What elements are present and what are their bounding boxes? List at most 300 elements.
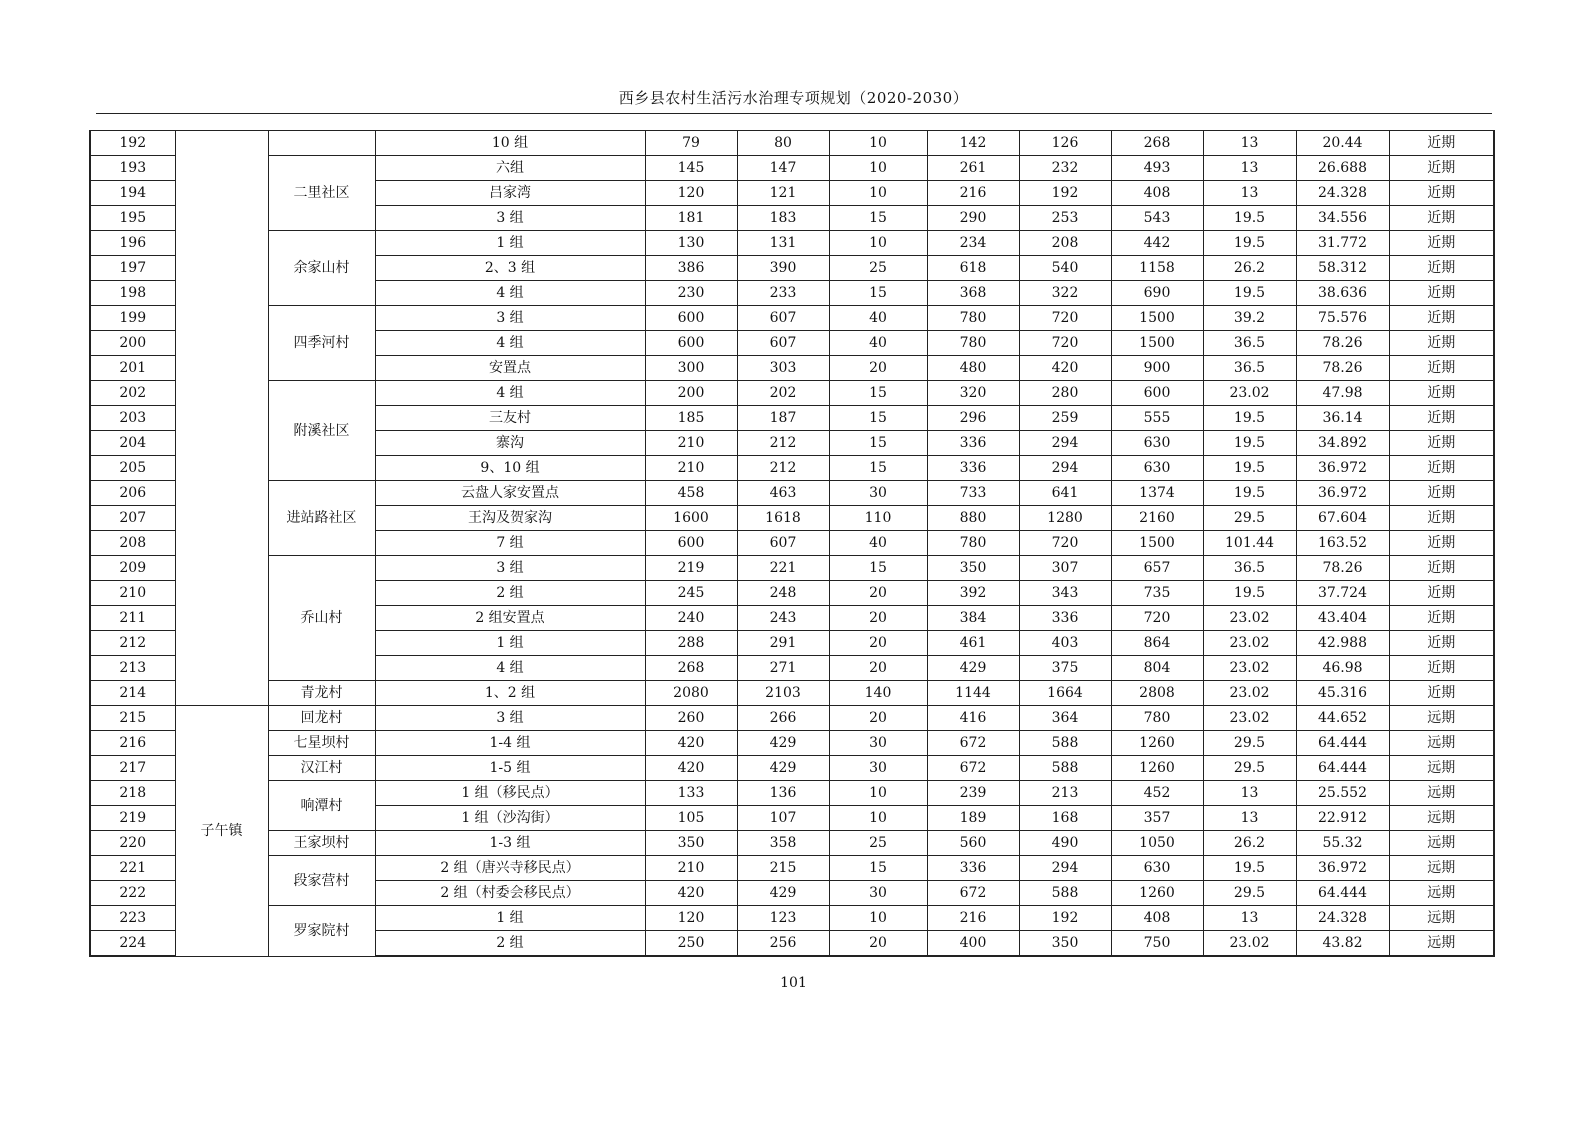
value-cell: 290 xyxy=(927,206,1019,231)
value-cell: 192 xyxy=(1019,181,1111,206)
value-cell: 735 xyxy=(1111,581,1203,606)
value-cell: 780 xyxy=(927,531,1019,556)
value-cell: 261 xyxy=(927,156,1019,181)
period-cell: 远期 xyxy=(1389,731,1494,756)
value-cell: 420 xyxy=(1019,356,1111,381)
table-row xyxy=(90,231,1494,256)
period-cell: 远期 xyxy=(1389,831,1494,856)
value-cell: 210 xyxy=(645,856,737,881)
value-cell: 20 xyxy=(829,581,927,606)
row-index-cell: 221 xyxy=(90,856,175,881)
value-cell: 490 xyxy=(1019,831,1111,856)
value-cell: 15 xyxy=(829,856,927,881)
value-cell: 10 xyxy=(829,131,927,156)
value-cell: 19.5 xyxy=(1203,406,1296,431)
value-cell: 1664 xyxy=(1019,681,1111,706)
value-cell: 864 xyxy=(1111,631,1203,656)
value-cell: 266 xyxy=(737,706,829,731)
value-cell: 168 xyxy=(1019,806,1111,831)
value-cell: 429 xyxy=(737,756,829,781)
value-cell: 75.576 xyxy=(1296,306,1389,331)
value-cell: 43.82 xyxy=(1296,931,1389,957)
value-cell: 105 xyxy=(645,806,737,831)
value-cell: 429 xyxy=(737,731,829,756)
value-cell: 461 xyxy=(927,631,1019,656)
value-cell: 588 xyxy=(1019,881,1111,906)
value-cell: 23.02 xyxy=(1203,656,1296,681)
value-cell: 24.328 xyxy=(1296,906,1389,931)
table-row xyxy=(90,731,1494,756)
value-cell: 1158 xyxy=(1111,256,1203,281)
value-cell: 458 xyxy=(645,481,737,506)
period-cell: 近期 xyxy=(1389,131,1494,156)
value-cell: 493 xyxy=(1111,156,1203,181)
row-index-cell: 223 xyxy=(90,906,175,931)
group-cell: 4 组 xyxy=(375,381,645,406)
header-rule xyxy=(96,113,1492,114)
value-cell: 20 xyxy=(829,706,927,731)
village-cell: 四季河村 xyxy=(268,306,375,381)
value-cell: 145 xyxy=(645,156,737,181)
period-cell: 近期 xyxy=(1389,381,1494,406)
value-cell: 19.5 xyxy=(1203,481,1296,506)
value-cell: 78.26 xyxy=(1296,331,1389,356)
period-cell: 近期 xyxy=(1389,256,1494,281)
row-index-cell: 193 xyxy=(90,156,175,181)
value-cell: 1144 xyxy=(927,681,1019,706)
group-cell: 9、10 组 xyxy=(375,456,645,481)
value-cell: 213 xyxy=(1019,781,1111,806)
value-cell: 189 xyxy=(927,806,1019,831)
value-cell: 126 xyxy=(1019,131,1111,156)
value-cell: 900 xyxy=(1111,356,1203,381)
village-cell: 汉江村 xyxy=(268,756,375,781)
value-cell: 303 xyxy=(737,356,829,381)
value-cell: 45.316 xyxy=(1296,681,1389,706)
town-cell: 子午镇 xyxy=(175,706,268,957)
group-cell: 4 组 xyxy=(375,331,645,356)
value-cell: 240 xyxy=(645,606,737,631)
row-index-cell: 203 xyxy=(90,406,175,431)
value-cell: 36.14 xyxy=(1296,406,1389,431)
row-index-cell: 199 xyxy=(90,306,175,331)
value-cell: 420 xyxy=(645,881,737,906)
value-cell: 336 xyxy=(1019,606,1111,631)
value-cell: 1280 xyxy=(1019,506,1111,531)
value-cell: 600 xyxy=(1111,381,1203,406)
value-cell: 1500 xyxy=(1111,331,1203,356)
value-cell: 320 xyxy=(927,381,1019,406)
value-cell: 375 xyxy=(1019,656,1111,681)
value-cell: 20 xyxy=(829,656,927,681)
value-cell: 107 xyxy=(737,806,829,831)
value-cell: 256 xyxy=(737,931,829,957)
row-index-cell: 198 xyxy=(90,281,175,306)
value-cell: 29.5 xyxy=(1203,756,1296,781)
table-row xyxy=(90,856,1494,881)
value-cell: 40 xyxy=(829,531,927,556)
value-cell: 23.02 xyxy=(1203,931,1296,957)
value-cell: 13 xyxy=(1203,806,1296,831)
group-cell: 2 组安置点 xyxy=(375,606,645,631)
value-cell: 20 xyxy=(829,606,927,631)
group-cell: 1-5 组 xyxy=(375,756,645,781)
table-row xyxy=(90,556,1494,581)
value-cell: 19.5 xyxy=(1203,456,1296,481)
value-cell: 733 xyxy=(927,481,1019,506)
row-index-cell: 211 xyxy=(90,606,175,631)
value-cell: 55.32 xyxy=(1296,831,1389,856)
table-row xyxy=(90,781,1494,806)
value-cell: 243 xyxy=(737,606,829,631)
value-cell: 1618 xyxy=(737,506,829,531)
value-cell: 420 xyxy=(645,756,737,781)
value-cell: 26.2 xyxy=(1203,256,1296,281)
period-cell: 近期 xyxy=(1389,356,1494,381)
value-cell: 80 xyxy=(737,131,829,156)
row-index-cell: 195 xyxy=(90,206,175,231)
village-cell: 段家营村 xyxy=(268,856,375,906)
value-cell: 202 xyxy=(737,381,829,406)
value-cell: 357 xyxy=(1111,806,1203,831)
value-cell: 233 xyxy=(737,281,829,306)
value-cell: 408 xyxy=(1111,906,1203,931)
row-index-cell: 212 xyxy=(90,631,175,656)
value-cell: 350 xyxy=(1019,931,1111,957)
row-index-cell: 201 xyxy=(90,356,175,381)
value-cell: 607 xyxy=(737,306,829,331)
group-cell: 1 组（移民点） xyxy=(375,781,645,806)
village-cell: 响潭村 xyxy=(268,781,375,831)
value-cell: 1260 xyxy=(1111,881,1203,906)
value-cell: 780 xyxy=(927,306,1019,331)
village-cell: 附溪社区 xyxy=(268,381,375,481)
value-cell: 36.972 xyxy=(1296,856,1389,881)
value-cell: 607 xyxy=(737,331,829,356)
value-cell: 163.52 xyxy=(1296,531,1389,556)
value-cell: 64.444 xyxy=(1296,881,1389,906)
row-index-cell: 219 xyxy=(90,806,175,831)
value-cell: 29.5 xyxy=(1203,731,1296,756)
value-cell: 672 xyxy=(927,731,1019,756)
row-index-cell: 204 xyxy=(90,431,175,456)
value-cell: 294 xyxy=(1019,456,1111,481)
group-cell: 1 组 xyxy=(375,906,645,931)
value-cell: 245 xyxy=(645,581,737,606)
value-cell: 20 xyxy=(829,631,927,656)
group-cell: 3 组 xyxy=(375,206,645,231)
village-cell: 回龙村 xyxy=(268,706,375,731)
value-cell: 19.5 xyxy=(1203,281,1296,306)
value-cell: 110 xyxy=(829,506,927,531)
value-cell: 2160 xyxy=(1111,506,1203,531)
value-cell: 880 xyxy=(927,506,1019,531)
value-cell: 30 xyxy=(829,731,927,756)
value-cell: 2103 xyxy=(737,681,829,706)
group-cell: 4 组 xyxy=(375,656,645,681)
value-cell: 140 xyxy=(829,681,927,706)
value-cell: 336 xyxy=(927,456,1019,481)
period-cell: 近期 xyxy=(1389,281,1494,306)
value-cell: 215 xyxy=(737,856,829,881)
value-cell: 78.26 xyxy=(1296,356,1389,381)
value-cell: 30 xyxy=(829,881,927,906)
value-cell: 804 xyxy=(1111,656,1203,681)
value-cell: 34.892 xyxy=(1296,431,1389,456)
value-cell: 384 xyxy=(927,606,1019,631)
value-cell: 67.604 xyxy=(1296,506,1389,531)
value-cell: 64.444 xyxy=(1296,756,1389,781)
value-cell: 368 xyxy=(927,281,1019,306)
value-cell: 10 xyxy=(829,806,927,831)
value-cell: 15 xyxy=(829,281,927,306)
value-cell: 300 xyxy=(645,356,737,381)
value-cell: 147 xyxy=(737,156,829,181)
value-cell: 23.02 xyxy=(1203,606,1296,631)
value-cell: 120 xyxy=(645,181,737,206)
page-number: 101 xyxy=(780,975,807,991)
value-cell: 30 xyxy=(829,756,927,781)
value-cell: 271 xyxy=(737,656,829,681)
value-cell: 40 xyxy=(829,331,927,356)
row-index-cell: 207 xyxy=(90,506,175,531)
value-cell: 400 xyxy=(927,931,1019,957)
value-cell: 130 xyxy=(645,231,737,256)
value-cell: 429 xyxy=(927,656,1019,681)
value-cell: 1050 xyxy=(1111,831,1203,856)
value-cell: 58.312 xyxy=(1296,256,1389,281)
value-cell: 216 xyxy=(927,906,1019,931)
group-cell: 2 组 xyxy=(375,931,645,957)
group-cell: 1 组（沙沟街） xyxy=(375,806,645,831)
table-row xyxy=(90,831,1494,856)
period-cell: 近期 xyxy=(1389,431,1494,456)
value-cell: 607 xyxy=(737,531,829,556)
value-cell: 600 xyxy=(645,306,737,331)
period-cell: 近期 xyxy=(1389,631,1494,656)
row-index-cell: 202 xyxy=(90,381,175,406)
period-cell: 远期 xyxy=(1389,931,1494,957)
value-cell: 136 xyxy=(737,781,829,806)
value-cell: 19.5 xyxy=(1203,581,1296,606)
row-index-cell: 206 xyxy=(90,481,175,506)
value-cell: 250 xyxy=(645,931,737,957)
period-cell: 近期 xyxy=(1389,531,1494,556)
period-cell: 近期 xyxy=(1389,156,1494,181)
value-cell: 25 xyxy=(829,831,927,856)
value-cell: 420 xyxy=(645,731,737,756)
value-cell: 64.444 xyxy=(1296,731,1389,756)
table-row xyxy=(90,481,1494,506)
value-cell: 253 xyxy=(1019,206,1111,231)
village-cell: 王家坝村 xyxy=(268,831,375,856)
group-cell: 吕家湾 xyxy=(375,181,645,206)
value-cell: 123 xyxy=(737,906,829,931)
value-cell: 121 xyxy=(737,181,829,206)
table-row xyxy=(90,756,1494,781)
value-cell: 291 xyxy=(737,631,829,656)
period-cell: 近期 xyxy=(1389,231,1494,256)
value-cell: 25 xyxy=(829,256,927,281)
period-cell: 近期 xyxy=(1389,306,1494,331)
row-index-cell: 220 xyxy=(90,831,175,856)
value-cell: 29.5 xyxy=(1203,506,1296,531)
value-cell: 46.98 xyxy=(1296,656,1389,681)
row-index-cell: 192 xyxy=(90,131,175,156)
row-index-cell: 208 xyxy=(90,531,175,556)
value-cell: 259 xyxy=(1019,406,1111,431)
value-cell: 280 xyxy=(1019,381,1111,406)
value-cell: 36.972 xyxy=(1296,456,1389,481)
value-cell: 268 xyxy=(645,656,737,681)
value-cell: 219 xyxy=(645,556,737,581)
village-cell: 罗家院村 xyxy=(268,906,375,957)
period-cell: 远期 xyxy=(1389,856,1494,881)
value-cell: 1500 xyxy=(1111,531,1203,556)
row-index-cell: 194 xyxy=(90,181,175,206)
value-cell: 15 xyxy=(829,406,927,431)
group-cell: 云盘人家安置点 xyxy=(375,481,645,506)
value-cell: 13 xyxy=(1203,906,1296,931)
village-cell: 青龙村 xyxy=(268,681,375,706)
period-cell: 远期 xyxy=(1389,906,1494,931)
value-cell: 560 xyxy=(927,831,1019,856)
period-cell: 近期 xyxy=(1389,181,1494,206)
value-cell: 101.44 xyxy=(1203,531,1296,556)
group-cell: 2 组 xyxy=(375,581,645,606)
value-cell: 600 xyxy=(645,331,737,356)
value-cell: 15 xyxy=(829,556,927,581)
value-cell: 630 xyxy=(1111,456,1203,481)
value-cell: 1600 xyxy=(645,506,737,531)
value-cell: 37.724 xyxy=(1296,581,1389,606)
value-cell: 10 xyxy=(829,181,927,206)
value-cell: 187 xyxy=(737,406,829,431)
row-index-cell: 196 xyxy=(90,231,175,256)
value-cell: 780 xyxy=(927,331,1019,356)
value-cell: 36.5 xyxy=(1203,331,1296,356)
page-header-title: 西乡县农村生活污水治理专项规划（2020-2030） xyxy=(618,89,969,107)
value-cell: 248 xyxy=(737,581,829,606)
value-cell: 216 xyxy=(927,181,1019,206)
village-cell: 七星坝村 xyxy=(268,731,375,756)
value-cell: 600 xyxy=(645,531,737,556)
value-cell: 540 xyxy=(1019,256,1111,281)
value-cell: 36.5 xyxy=(1203,356,1296,381)
value-cell: 543 xyxy=(1111,206,1203,231)
value-cell: 79 xyxy=(645,131,737,156)
value-cell: 358 xyxy=(737,831,829,856)
value-cell: 24.328 xyxy=(1296,181,1389,206)
group-cell: 三友村 xyxy=(375,406,645,431)
value-cell: 40 xyxy=(829,306,927,331)
value-cell: 38.636 xyxy=(1296,281,1389,306)
value-cell: 200 xyxy=(645,381,737,406)
value-cell: 720 xyxy=(1019,531,1111,556)
value-cell: 36.972 xyxy=(1296,481,1389,506)
value-cell: 78.26 xyxy=(1296,556,1389,581)
value-cell: 36.5 xyxy=(1203,556,1296,581)
value-cell: 23.02 xyxy=(1203,681,1296,706)
value-cell: 142 xyxy=(927,131,1019,156)
value-cell: 232 xyxy=(1019,156,1111,181)
value-cell: 19.5 xyxy=(1203,856,1296,881)
value-cell: 641 xyxy=(1019,481,1111,506)
row-index-cell: 215 xyxy=(90,706,175,731)
value-cell: 22.912 xyxy=(1296,806,1389,831)
period-cell: 近期 xyxy=(1389,606,1494,631)
value-cell: 588 xyxy=(1019,756,1111,781)
value-cell: 133 xyxy=(645,781,737,806)
value-cell: 239 xyxy=(927,781,1019,806)
value-cell: 221 xyxy=(737,556,829,581)
value-cell: 555 xyxy=(1111,406,1203,431)
row-index-cell: 217 xyxy=(90,756,175,781)
group-cell: 王沟及贺家沟 xyxy=(375,506,645,531)
group-cell: 4 组 xyxy=(375,281,645,306)
value-cell: 15 xyxy=(829,456,927,481)
period-cell: 远期 xyxy=(1389,706,1494,731)
value-cell: 322 xyxy=(1019,281,1111,306)
period-cell: 近期 xyxy=(1389,581,1494,606)
village-cell xyxy=(268,131,375,156)
value-cell: 210 xyxy=(645,431,737,456)
village-cell: 乔山村 xyxy=(268,556,375,681)
value-cell: 618 xyxy=(927,256,1019,281)
value-cell: 288 xyxy=(645,631,737,656)
value-cell: 19.5 xyxy=(1203,206,1296,231)
value-cell: 39.2 xyxy=(1203,306,1296,331)
value-cell: 23.02 xyxy=(1203,381,1296,406)
value-cell: 2080 xyxy=(645,681,737,706)
group-cell: 1-4 组 xyxy=(375,731,645,756)
value-cell: 416 xyxy=(927,706,1019,731)
value-cell: 30 xyxy=(829,481,927,506)
value-cell: 15 xyxy=(829,431,927,456)
value-cell: 630 xyxy=(1111,431,1203,456)
value-cell: 10 xyxy=(829,781,927,806)
value-cell: 294 xyxy=(1019,856,1111,881)
row-index-cell: 213 xyxy=(90,656,175,681)
value-cell: 1500 xyxy=(1111,306,1203,331)
row-index-cell: 197 xyxy=(90,256,175,281)
value-cell: 181 xyxy=(645,206,737,231)
value-cell: 2808 xyxy=(1111,681,1203,706)
table-row xyxy=(90,156,1494,181)
row-index-cell: 216 xyxy=(90,731,175,756)
table-row xyxy=(90,706,1494,731)
value-cell: 350 xyxy=(927,556,1019,581)
group-cell: 寨沟 xyxy=(375,431,645,456)
value-cell: 588 xyxy=(1019,731,1111,756)
group-cell: 3 组 xyxy=(375,706,645,731)
period-cell: 近期 xyxy=(1389,506,1494,531)
period-cell: 远期 xyxy=(1389,781,1494,806)
period-cell: 近期 xyxy=(1389,656,1494,681)
row-index-cell: 218 xyxy=(90,781,175,806)
town-cell xyxy=(175,131,268,706)
value-cell: 20 xyxy=(829,356,927,381)
value-cell: 750 xyxy=(1111,931,1203,957)
value-cell: 42.988 xyxy=(1296,631,1389,656)
value-cell: 29.5 xyxy=(1203,881,1296,906)
value-cell: 10 xyxy=(829,906,927,931)
value-cell: 26.2 xyxy=(1203,831,1296,856)
group-cell: 1 组 xyxy=(375,231,645,256)
period-cell: 近期 xyxy=(1389,481,1494,506)
value-cell: 690 xyxy=(1111,281,1203,306)
value-cell: 183 xyxy=(737,206,829,231)
